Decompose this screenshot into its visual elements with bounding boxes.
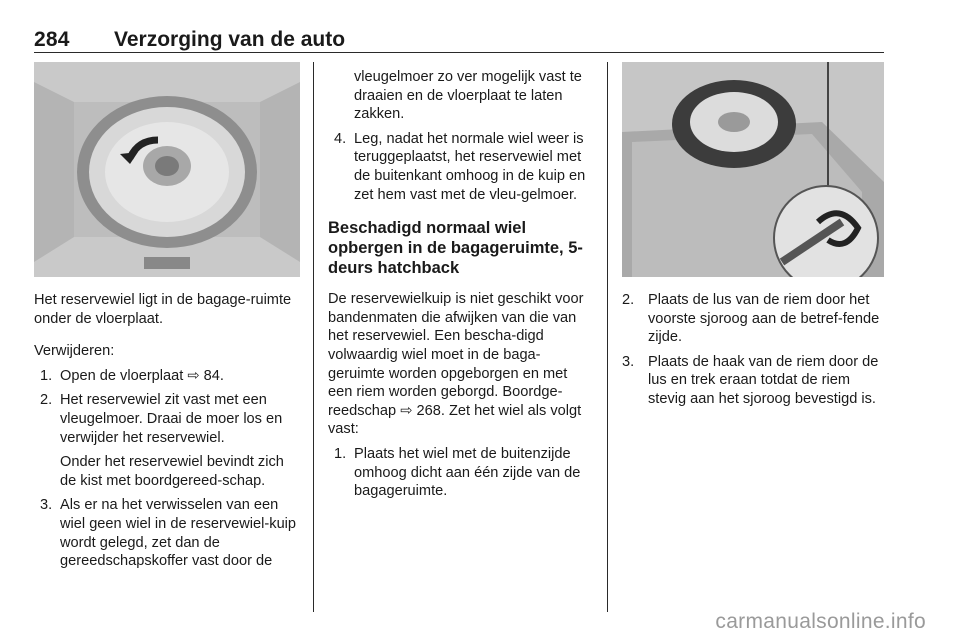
- steps-continued: [328, 130, 592, 204]
- list-item: 1. Open de vloerplaat ⇨ 84.: [40, 367, 224, 384]
- column-1: [34, 62, 300, 577]
- page-number: 284: [34, 28, 70, 51]
- continued-text: vleugelmoer zo ver mogelijk vast te draaien en de vloerplaat te laten zakken.: [354, 69, 582, 123]
- intro-text: Het reservewiel ligt in de bagage-ruimte onder de vloerplaat.: [34, 292, 292, 327]
- spare-wheel-figure: [34, 62, 300, 277]
- section-paragraph: De reservewielkuip is niet geschikt voor bandenmaten die afwijken van die van het reservewiel. Een bescha-digd volwaardig wiel moet in de baga-geruimte worden opgeborgen en met een riem worden geborgd. Boordge-reedschap ⇨ 268. Zet het wiel als volgt vast:: [328, 291, 584, 438]
- list-item: 4. Leg, nadat het normale wiel weer is teruggeplaatst, het reservewiel met de buitenkant omhoog in de kuip en zet hem vast met de vleu-gelmoer.: [334, 130, 586, 203]
- trunk-wheel-figure: [622, 62, 884, 277]
- list-item: 1. Plaats het wiel met de buitenzijde omhoog dicht aan één zijde van de bagageruimte.: [334, 445, 581, 500]
- removal-steps: [34, 367, 300, 571]
- list-item: 3. Plaats de haak van de riem door de lus en trek eraan totdat de riem stevig aan het sjoroog bevestigd is.: [622, 353, 879, 407]
- list-item: 2. Het reservewiel zit vast met een vleugelmoer. Draai de moer los en verwijder het reservewiel.: [40, 392, 283, 446]
- section-heading: Beschadigd normaal wiel opbergen in de bagageruimte, 5-deurs hatchback: [328, 219, 583, 278]
- column-3: [622, 62, 886, 415]
- list-item: 3. Als er na het verwisselen van een wiel geen wiel in de reservewiel-kuip wordt gelegd, zet dan de gereedschapskoffer vast door de: [40, 497, 297, 570]
- strap-steps: [328, 445, 592, 501]
- lead-text: Verwijderen:: [34, 343, 115, 360]
- column-2: [328, 68, 592, 507]
- column-divider: [607, 62, 608, 612]
- list-item: 2. Plaats de lus van de riem door het voorste sjoroog aan de betref-fende zijde.: [622, 292, 880, 346]
- page-title: Verzorging van de auto: [114, 28, 346, 51]
- column-divider: [313, 62, 314, 612]
- list-item-note: Onder het reservewiel bevindt zich de kist met boordgereed-schap.: [60, 454, 284, 489]
- page-header: [34, 26, 884, 53]
- watermark: carmanualsonline.info: [715, 610, 926, 633]
- strap-steps-continued: [622, 291, 886, 409]
